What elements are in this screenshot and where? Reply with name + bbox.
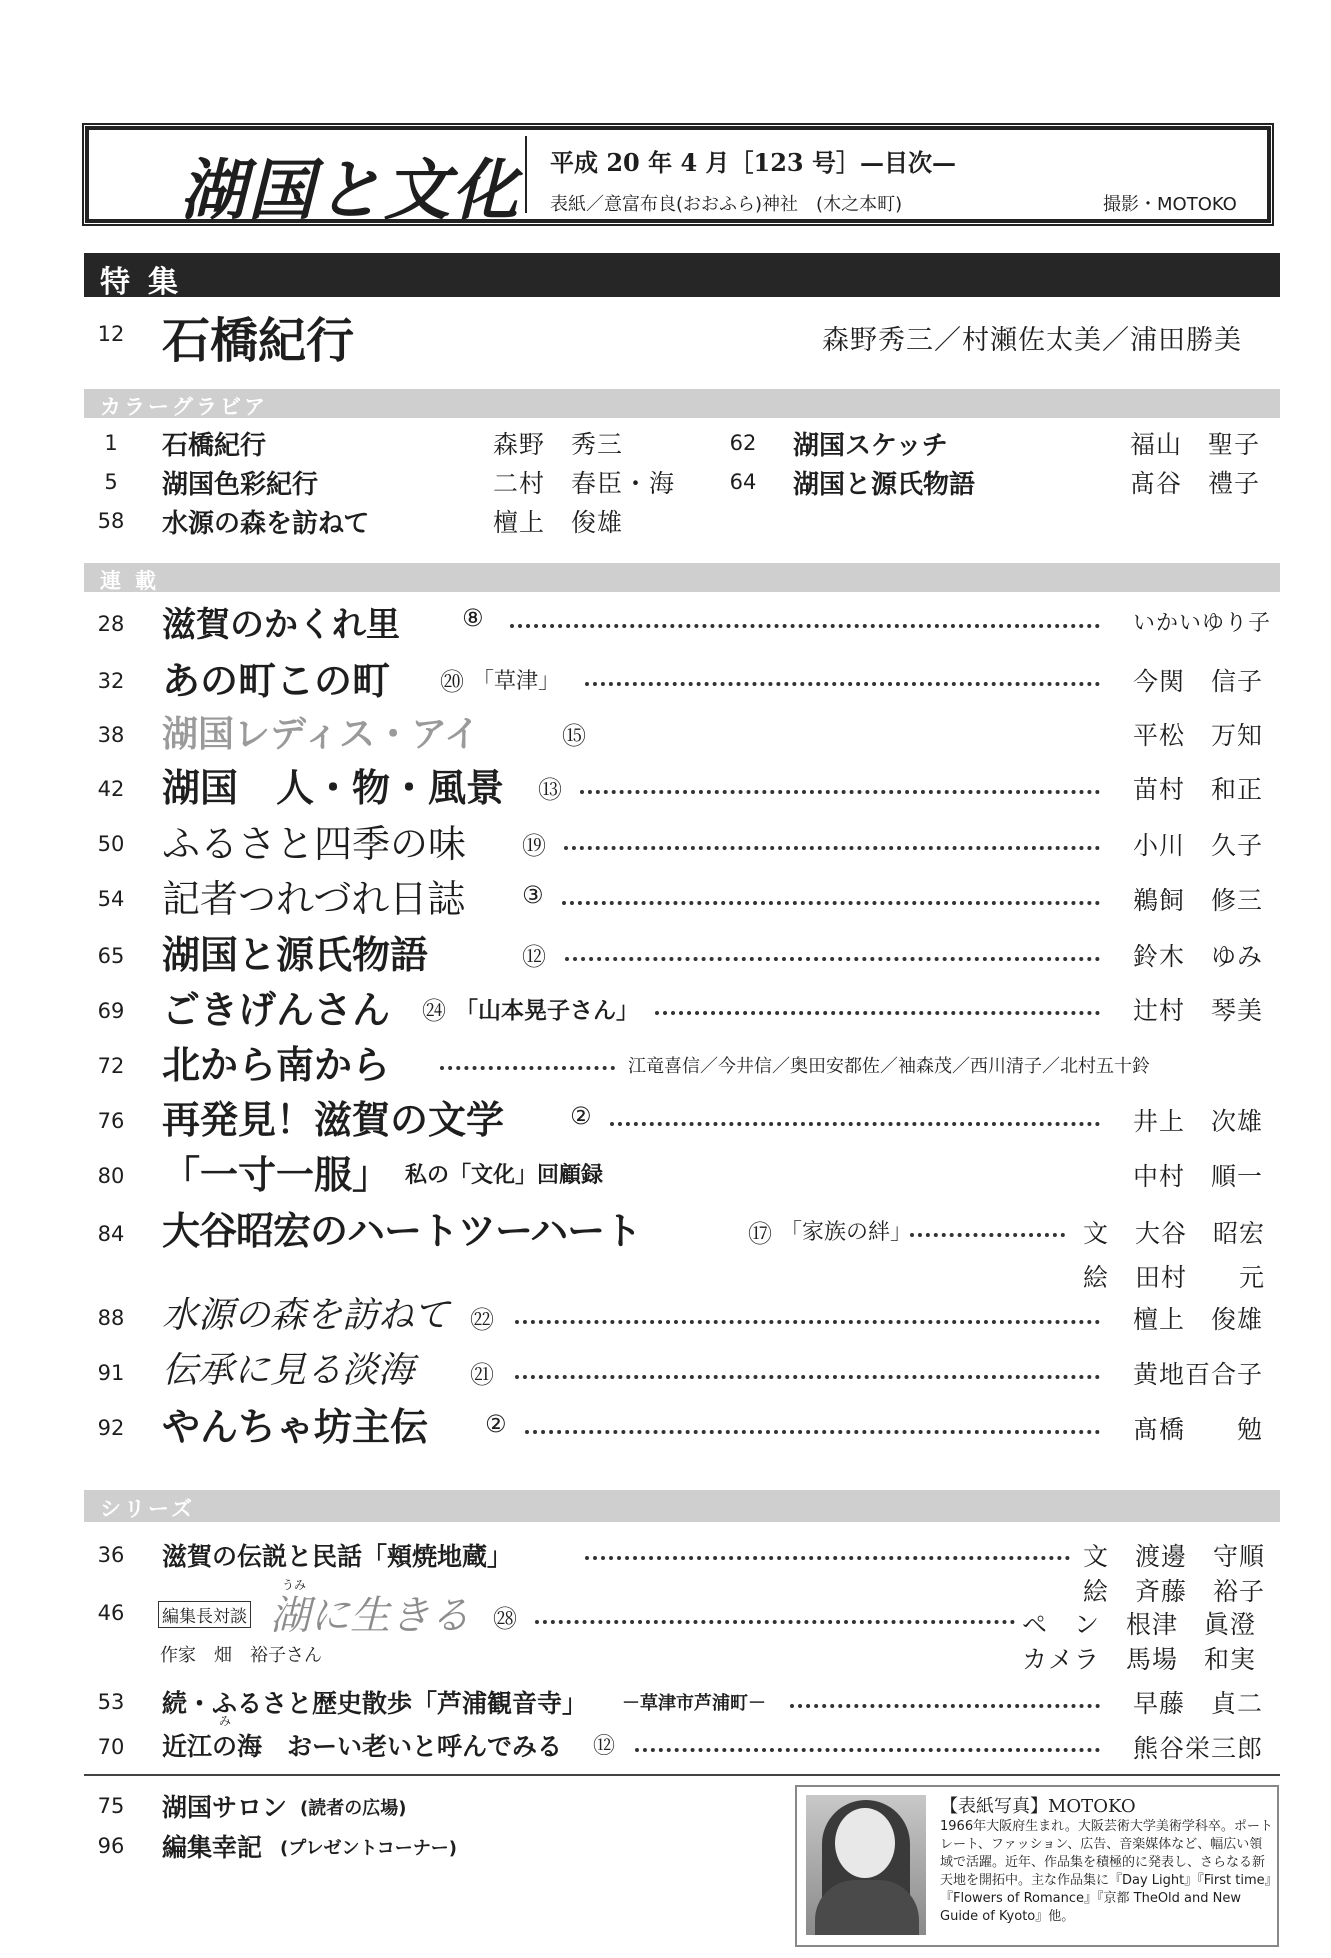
page-number: 84: [97, 1222, 125, 1246]
page-number: 96: [97, 1834, 125, 1858]
leader-dots: [515, 1375, 1100, 1379]
toc-title[interactable]: 記者つれづれ日誌: [162, 877, 466, 921]
photo-box-text: 1966年大阪府生まれ。大阪芸術大学美術学科卒。ポートレート、ファッション、広告、音楽媒体など、幅広い領域で活躍。近年、作品集を積極的に発表し、さらなる新天地を開拓中。主な作品集に『Day Light』『First time』『Flowers of Romance』『京都 TheOld and New Guide of Kyoto』他。: [940, 1819, 1273, 1924]
toc-title[interactable]: 近江の海 おーい老いと呼んでみる: [162, 1732, 563, 1761]
toc-author: 江竜喜信／今井信／奥田安都佐／袖森茂／西川清子／北村五十鈴: [628, 1056, 1150, 1077]
toc-title[interactable]: 湖国サロン: [162, 1793, 288, 1822]
leader-dots: [910, 1233, 1065, 1237]
portrait-face: [835, 1808, 895, 1878]
toc-author: 文 渡邊 守順: [1083, 1542, 1266, 1571]
toc-author: 井上 次雄: [1133, 1107, 1264, 1136]
toc-subtitle: 「草津」: [472, 669, 561, 694]
feature-authors: 森野秀三／村瀬佐太美／浦田勝美: [822, 325, 1242, 356]
toc-title[interactable]: ふるさと四季の味: [162, 822, 467, 866]
ruby-text: うみ: [282, 1578, 307, 1592]
section-bar-series: [84, 1490, 1280, 1522]
page-number: 92: [97, 1416, 125, 1440]
page-number: 28: [97, 612, 125, 636]
toc-title[interactable]: 滋賀の伝説と民話「頬焼地蔵」: [162, 1542, 513, 1571]
section-bar-color: [84, 389, 1280, 418]
page-number: 38: [97, 723, 125, 747]
issue-number: ⑲: [522, 832, 546, 860]
issue-title: 平成 20 年 4 月［123 号］—目次—: [550, 148, 956, 177]
toc-author: 苗村 和正: [1133, 775, 1264, 804]
toc-author: 二村 春臣・海: [493, 469, 676, 498]
toc-author: 文 大谷 昭宏: [1083, 1219, 1266, 1248]
issue-number: ⑮: [562, 722, 586, 750]
divider: [84, 1774, 1280, 1776]
section-label: カラーグラビア: [100, 395, 268, 419]
leader-dots: [580, 790, 1100, 794]
page-number: 42: [97, 777, 125, 801]
issue-number: ㉑: [470, 1361, 494, 1389]
magazine-logo: 湖国と文化: [180, 151, 520, 229]
page-number: 69: [97, 999, 125, 1023]
leader-dots: [585, 682, 1100, 686]
toc-author: 小川 久子: [1133, 831, 1264, 860]
toc-subtitle: (読者の広場): [300, 1798, 407, 1819]
page-number: 64: [729, 470, 757, 494]
section-label: 連載: [100, 569, 170, 593]
toc-author: いかいゆり子: [1133, 611, 1272, 636]
toc-author: 今関 信子: [1133, 667, 1264, 696]
cover-caption: 表紙／意富布良(おおふら)神社 (木之本町): [550, 194, 903, 215]
toc-subtitle: 「山本晃子さん」: [455, 998, 639, 1024]
toc-subtitle: －草津市芦浦町－: [622, 1693, 766, 1714]
issue-number: ⑳: [440, 668, 464, 696]
ruby-text: み: [219, 1714, 232, 1728]
photo-box-title: 【表紙写真】MOTOKO: [940, 1796, 1136, 1817]
issue-number: ㉘: [493, 1605, 517, 1633]
toc-title[interactable]: 石橋紀行: [162, 431, 267, 461]
leader-dots: [562, 901, 1100, 905]
page-number: 50: [97, 832, 125, 856]
page-number: 76: [97, 1109, 125, 1133]
section-label: 特集: [100, 265, 196, 300]
leader-dots: [564, 846, 1100, 850]
page-number: 80: [97, 1164, 125, 1188]
toc-title[interactable]: 水源の森を訪ねて: [162, 1295, 450, 1336]
issue-number: ③: [522, 881, 544, 909]
page-number: 65: [97, 944, 125, 968]
photo-credit: 撮影・MOTOKO: [1103, 194, 1237, 215]
issue-number: ②: [485, 1410, 507, 1438]
leader-dots: [585, 1556, 1070, 1560]
toc-title[interactable]: 湖国 人・物・風景: [162, 765, 505, 810]
page-number: 54: [97, 887, 125, 911]
guest-name: 作家 畑 裕子さん: [160, 1645, 322, 1666]
section-bar-tokushu: [84, 253, 1280, 300]
toc-author: 檀上 俊雄: [493, 508, 624, 537]
toc-author: ペ ン 根津 眞澄: [1022, 1610, 1257, 1639]
toc-author-2: 絵 斉藤 裕子: [1083, 1577, 1266, 1606]
leader-dots: [610, 1122, 1100, 1126]
toc-author: 黄地百合子: [1133, 1360, 1264, 1389]
issue-number: ⑫: [522, 943, 546, 971]
page-number: 62: [729, 431, 757, 455]
page-number: 12: [97, 322, 125, 346]
toc-title[interactable]: やんちゃ坊主伝: [162, 1405, 429, 1449]
feature-title[interactable]: 石橋紀行: [162, 313, 355, 369]
leader-dots: [790, 1704, 1100, 1708]
toc-subtitle: 「家族の絆」: [780, 1220, 913, 1245]
issue-number: ⑧: [462, 604, 484, 632]
toc-title[interactable]: 大谷昭宏のハートツーハート: [162, 1209, 642, 1253]
masthead-divider: [525, 136, 527, 213]
leader-dots: [565, 957, 1100, 961]
toc-author: 森野 秀三: [493, 430, 624, 459]
toc-author: 中村 順一: [1133, 1162, 1264, 1191]
leader-dots: [655, 1011, 1100, 1015]
toc-subtitle: 私の「文化」回顧録: [405, 1163, 604, 1188]
toc-title[interactable]: 湖国と源氏物語: [793, 470, 976, 500]
toc-title[interactable]: 湖国レディス・アイ: [162, 714, 480, 755]
leader-dots: [635, 1748, 1100, 1752]
page-number: 36: [97, 1543, 125, 1567]
page-number: 5: [104, 470, 118, 494]
toc-title[interactable]: あの町この町: [162, 658, 391, 703]
page-number: 72: [97, 1054, 125, 1078]
toc-title[interactable]: 北から南から: [162, 1042, 391, 1087]
section-label: シリーズ: [100, 1497, 195, 1521]
toc-title[interactable]: 続・ふるさと歴史散歩「芦浦観音寺」: [162, 1689, 588, 1718]
issue-number: ㉒: [470, 1306, 494, 1334]
page-number: 75: [97, 1794, 125, 1818]
toc-author: 平松 万知: [1133, 721, 1264, 750]
toc-title[interactable]: 伝承に見る淡海: [162, 1350, 415, 1391]
toc-title[interactable]: ごきげんさん: [162, 988, 391, 1032]
leader-dots: [440, 1066, 615, 1070]
toc-title[interactable]: 湖国色彩紀行: [162, 470, 319, 500]
page-number: 88: [97, 1306, 125, 1330]
toc-subtitle: (プレゼントコーナー): [280, 1838, 458, 1859]
toc-author-2: カメラ 馬場 和実: [1022, 1645, 1257, 1674]
page-number: 53: [97, 1690, 125, 1714]
page-number: 1: [104, 431, 118, 455]
toc-author: 鵜飼 修三: [1133, 886, 1264, 915]
toc-title[interactable]: 滋賀のかくれ里: [162, 605, 400, 645]
portrait-body: [815, 1880, 919, 1935]
toc-author: 福山 聖子: [1130, 430, 1261, 459]
leader-dots: [535, 1620, 1015, 1624]
section-bar-rensai: [84, 563, 1280, 592]
issue-number: ⑬: [538, 776, 562, 804]
toc-title[interactable]: 「一寸一服」: [162, 1152, 391, 1197]
toc-author: 早藤 貞二: [1133, 1689, 1264, 1718]
page-number: 32: [97, 669, 125, 693]
page-number: 46: [97, 1601, 125, 1625]
toc-author: 檀上 俊雄: [1133, 1305, 1264, 1334]
toc-author: 髙谷 禮子: [1130, 469, 1261, 498]
page-number: 58: [97, 509, 125, 533]
toc-title[interactable]: 湖国スケッチ: [793, 431, 948, 461]
toc-title[interactable]: 湖に生きる: [270, 1593, 470, 1639]
issue-number: ②: [570, 1102, 592, 1130]
toc-author: 鈴木 ゆみ: [1133, 942, 1264, 971]
toc-author: 熊谷栄三郎: [1133, 1734, 1264, 1763]
leader-dots: [510, 624, 1100, 628]
issue-number: ⑫: [593, 1734, 616, 1759]
toc-author: 髙橋 勉: [1133, 1415, 1264, 1444]
page-number: 70: [97, 1735, 125, 1759]
tag-label: 編集長対談: [158, 1601, 251, 1628]
leader-dots: [515, 1320, 1100, 1324]
leader-dots: [525, 1430, 1100, 1434]
issue-number: ㉔: [422, 997, 446, 1025]
toc-author: 辻村 琴美: [1133, 996, 1264, 1025]
toc-title[interactable]: 再発見！滋賀の文学: [162, 1097, 505, 1142]
toc-title[interactable]: 湖国と源氏物語: [162, 932, 429, 977]
toc-author-2: 絵 田村 元: [1083, 1263, 1266, 1292]
toc-title[interactable]: 編集幸記: [162, 1833, 263, 1862]
issue-number: ⑰: [748, 1220, 772, 1248]
page-number: 91: [97, 1361, 125, 1385]
toc-title[interactable]: 水源の森を訪ねて: [162, 509, 370, 539]
